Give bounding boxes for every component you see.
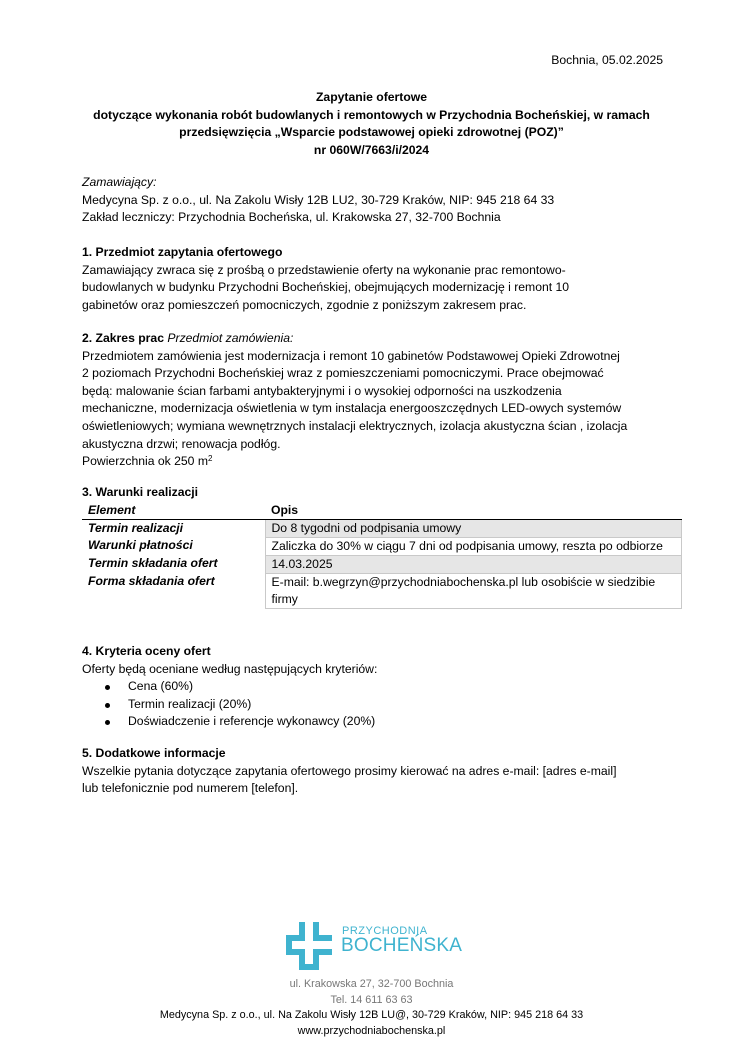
- table-row: [82, 573, 682, 608]
- logo-text-line-2: BOCHEŃSKA: [341, 935, 463, 956]
- section-5-line: lub telefonicznie pod numerem [telefon].: [82, 781, 299, 796]
- title-line-1: Zapytanie ofertowe: [315, 90, 428, 104]
- footer-company: Medycyna Sp. z o.o., ul. Na Zakolu Wisły 12B LU@, 30-729 Kraków, NIP: 945 218 64 33: [159, 1009, 584, 1022]
- ordering-party-line-1: Medycyna Sp. z o.o., ul. Na Zakolu Wisły 12B LU2, 30-729 Kraków, NIP: 945 218 64 33: [82, 192, 555, 207]
- document-date: Bochnia, 05.02.2025: [551, 53, 663, 67]
- section-2-line: akustyczna drzwi; renowacja podłóg.: [82, 436, 281, 451]
- area-superscript: 2: [208, 454, 213, 464]
- section-5-heading: 5. Dodatkowe informacje: [82, 746, 226, 760]
- document-title: [80, 89, 663, 159]
- section-2-line: będą: malowanie ścian farbami antybakteryjnymi i o wysokiej odporności na uszkodzenia: [82, 383, 562, 398]
- title-line-3: przedsięwzięcia „Wsparcie podstawowej opieki zdrowotnej (POZ)”: [179, 125, 564, 139]
- criterion-label: Termin realizacji (20%): [128, 696, 252, 711]
- section-5-line: Wszelkie pytania dotyczące zapytania ofertowego prosimy kierować na adres e-mail: [adres e-mail]: [82, 763, 617, 778]
- table-row: [82, 519, 682, 537]
- section-conditions: [82, 484, 692, 609]
- area-text: Powierzchnia ok 250 m: [82, 454, 208, 469]
- section-2-line: mechaniczne, modernizacja oświetlenia w tym instalacja energooszczędnych LED-owych systemów: [82, 401, 622, 416]
- logo-text-line-1: PRZYCHODNIA: [342, 925, 428, 937]
- list-item: [82, 696, 672, 714]
- criterion-label: Cena (60%): [128, 679, 194, 694]
- ordering-party-label: Zamawiający:: [82, 175, 157, 189]
- section-2-line: 2 poziomach Przychodni Bocheńskiej wraz z pomieszczeniami pomocniczymi. Prace obejmować: [82, 366, 604, 381]
- table-header-row: [82, 502, 682, 520]
- section-2-line: oświetleniowych; wymiana wewnętrznych instalacji elektrycznych, izolacja akustyczna ścian , izolacja: [82, 418, 628, 433]
- clinic-logo: [286, 920, 466, 970]
- section-scope: [82, 330, 672, 471]
- column-header-element: Element: [82, 502, 265, 520]
- row-element: Termin składania ofert: [88, 556, 218, 571]
- criteria-intro: Oferty będą oceniane według następujących kryteriów:: [82, 661, 378, 676]
- section-1-line: Zamawiający zwraca się z prośbą o przedstawienie oferty na wykonanie prac remontowo-: [82, 262, 566, 277]
- section-2-heading-text: 2. Zakres prac: [82, 331, 164, 345]
- row-description: Zaliczka do 30% w ciągu 7 dni od podpisania umowy, reszta po odbiorze: [265, 537, 682, 555]
- bullet-icon: [105, 703, 110, 708]
- footer-website: www.przychodniabochenska.pl: [297, 1024, 446, 1037]
- section-additional-info: [82, 745, 672, 798]
- section-2-heading-italic: Przedmiot zamówienia:: [167, 331, 294, 345]
- ordering-party: [82, 174, 672, 227]
- section-2-area: [82, 453, 672, 471]
- page-footer: [0, 977, 743, 1039]
- row-description: Do 8 tygodni od podpisania umowy: [265, 519, 682, 537]
- title-line-2: dotyczące wykonania robót budowlanych i remontowych w Przychodnia Bocheńskiej, w ramach: [93, 107, 650, 122]
- section-1-line: gabinetów oraz pomieszczeń pomocniczych, zgodnie z poniższym zakresem prac.: [82, 297, 527, 312]
- criterion-label: Doświadczenie i referencje wykonawcy (20%): [128, 714, 376, 729]
- criteria-list: [82, 678, 672, 731]
- row-element: Termin realizacji: [88, 520, 184, 535]
- bullet-icon: [105, 685, 110, 690]
- ordering-party-line-2: Zakład leczniczy: Przychodnia Bocheńska, ul. Krakowska 27, 32-700 Bochnia: [82, 210, 501, 225]
- title-line-4: nr 060W/7663/i/2024: [313, 142, 430, 157]
- list-item: [82, 713, 672, 731]
- footer-address: ul. Krakowska 27, 32-700 Bochnia: [289, 978, 454, 990]
- section-criteria: [82, 643, 672, 731]
- footer-phone: Tel. 14 611 63 63: [330, 993, 413, 1006]
- row-description: 14.03.2025: [265, 555, 682, 573]
- section-1-heading: 1. Przedmiot zapytania ofertowego: [82, 245, 283, 259]
- row-element: Warunki płatności: [88, 538, 193, 553]
- section-subject: [82, 244, 672, 314]
- column-header-description: Opis: [265, 502, 682, 520]
- section-2-line: Przedmiotem zamówienia jest modernizacja i remont 10 gabinetów Podstawowej Opieki Zdrowotnej: [82, 348, 620, 363]
- table-row: [82, 537, 682, 555]
- section-1-line: budowlanych w budynku Przychodni Bocheńskiej, obejmujących modernizację i remont 10: [82, 280, 570, 295]
- bullet-icon: [105, 720, 110, 725]
- list-item: [82, 678, 672, 696]
- section-3-heading: 3. Warunki realizacji: [82, 485, 199, 499]
- medical-cross-icon: [286, 922, 332, 970]
- row-description: E-mail: b.wegrzyn@przychodniabochenska.pl lub osobiście w siedzibie firmy: [265, 573, 682, 608]
- section-2-heading: [82, 330, 672, 348]
- row-element: Forma składania ofert: [88, 574, 215, 589]
- conditions-table: [82, 502, 682, 609]
- section-4-heading: 4. Kryteria oceny ofert: [82, 644, 211, 658]
- table-row: [82, 555, 682, 573]
